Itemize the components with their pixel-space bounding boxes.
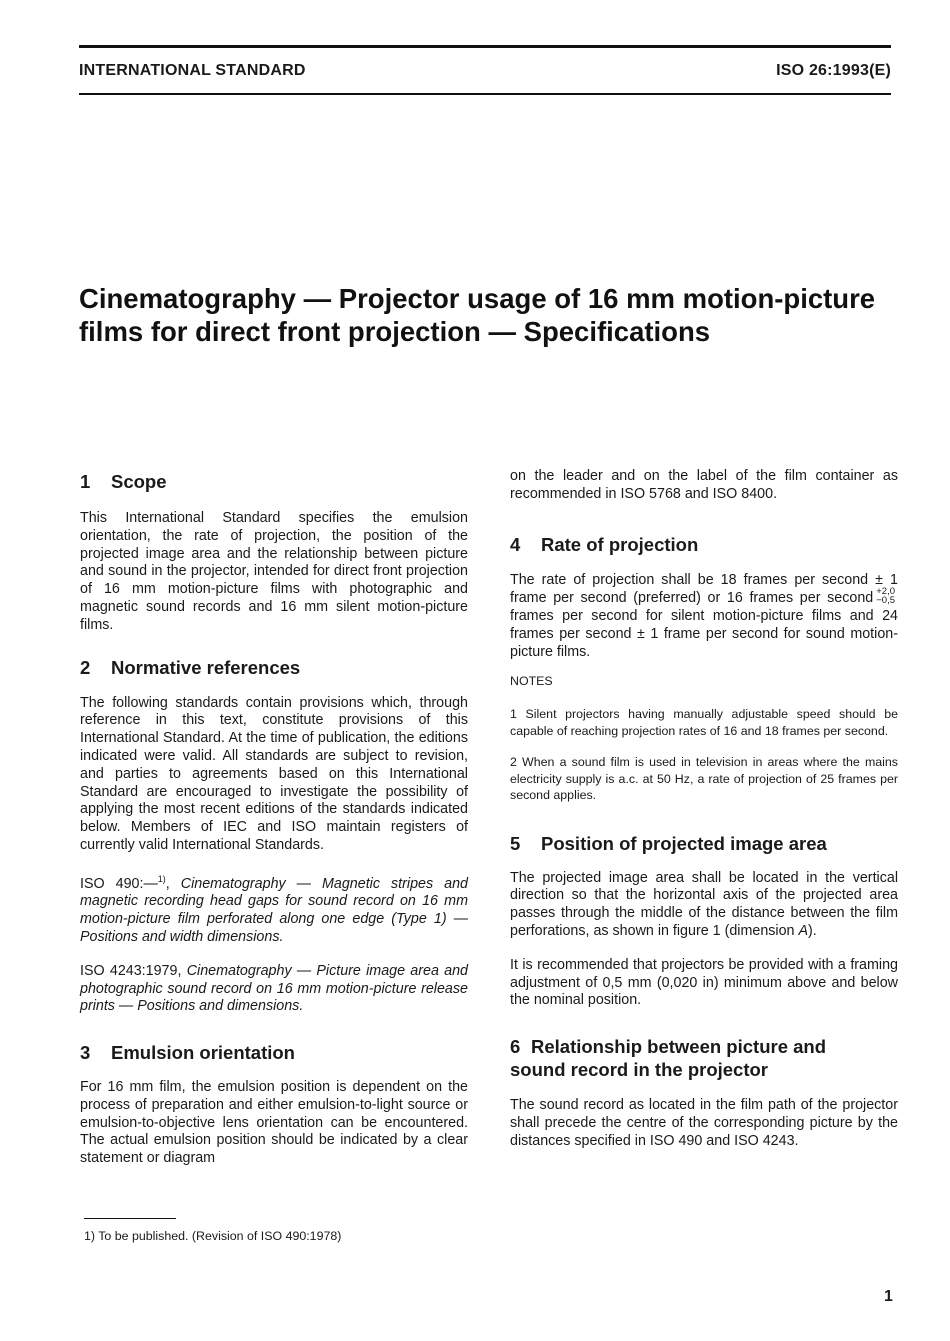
section-title-line-2: sound record in the projector: [510, 1059, 768, 1081]
emulsion-paragraph-continued: on the leader and on the label of the film container as recommended in ISO 5768 and ISO 8400.: [510, 468, 898, 502]
section-number: 4: [510, 533, 521, 555]
left-column: [80, 470, 468, 1168]
section-number: 5: [510, 832, 521, 854]
framing-paragraph: It is recommended that projectors be provided with a framing adjustment of 0,5 mm (0,020 in) minimum above and below the nominal position.: [510, 956, 898, 1009]
tolerance: [876, 587, 895, 605]
note-2: 2 When a sound film is used in television in areas where the mains electricity supply is a.c. at 50 Hz, a rate of projection of 25 frames per second applies.: [510, 755, 898, 803]
footnote-rule: [84, 1218, 176, 1219]
footnote: 1) To be published. (Revision of ISO 490:1978): [84, 1229, 342, 1243]
rate-paragraph: [510, 572, 898, 662]
reference-iso-4243: [80, 963, 468, 1016]
emulsion-paragraph: For 16 mm film, the emulsion position is dependent on the process of preparation and either emulsion-to-light source or emulsion-to-objective lens orientation can be encountered. The actual emulsion position should be indicated by a clear statement or diagram: [80, 1079, 468, 1167]
ref-title: Cinematography — Magnetic stripes and magnetic recording head gaps for sound record on 16 mm motion-picture film perforated along one edge (Type 1) — Positions and width dimensions.: [80, 875, 468, 945]
footnote-marker: 1): [157, 873, 166, 884]
right-column: [510, 468, 898, 1151]
page-number: 1: [884, 1288, 893, 1305]
section-number: 2: [80, 656, 91, 678]
position-text-a: The projected image area shall be located in the vertical direction so that the horizontal axis of the projected area passes through the middle of the distance between the film perforations, as shown in figure 1 (dimension: [510, 869, 898, 940]
section-title: Position of projected image area: [541, 832, 827, 854]
notes-label: NOTES: [510, 674, 553, 689]
section-5-heading: [510, 832, 898, 855]
section-2-heading: [80, 656, 468, 679]
scope-paragraph: This International Standard specifies the emulsion orientation, the rate of projection, the position of the projected image area and the relationship between picture and sound in the projector, intended for direct front projection of 16 mm motion-picture films with photographic and magnetic sound records and 16 mm silent motion-picture films.: [80, 510, 468, 633]
section-1-heading: [80, 470, 468, 493]
header-bottom-rule: [79, 93, 891, 95]
position-paragraph: [510, 870, 898, 941]
section-title: Normative references: [111, 656, 301, 678]
rate-text-b: frames per second for silent motion-picture films and 24 frames per second ± 1 frame per second for sound motion-picture films.: [510, 607, 898, 660]
header-right: ISO 26:1993(E): [776, 62, 891, 79]
section-number: 3: [80, 1042, 91, 1064]
position-text-b: ).: [808, 923, 817, 940]
section-title: Emulsion orientation: [111, 1042, 295, 1064]
ref-code: ISO 490:—: [80, 875, 158, 892]
tolerance-lower: −0,5: [876, 595, 895, 607]
section-number: 6: [510, 1036, 521, 1058]
reference-iso-490: ISO 490:—$^{1)}$, Cinematography — Magnetic stripes and magnetic recording head gaps for sound record on 16 mm motion-picture film perforated along one edge (Type 1) — Positions and width dimensions.: [80, 873, 468, 945]
header-top-rule: [79, 45, 891, 48]
relationship-paragraph: The sound record as located in the film path of the projector shall precede the centre of the corresponding picture by the distances specified in ISO 490 and ISO 4243.: [510, 1097, 898, 1149]
tolerance-upper: +2,0: [876, 586, 895, 598]
ref-code: ISO 4243:1979,: [80, 962, 182, 979]
document-title: Cinematography — Projector usage of 16 mm motion-picture films for direct front projection — Specifications: [79, 283, 876, 347]
ref-title: Cinematography — Picture image area and photographic sound record on 16 mm motion-picture release prints — Positions and dimensions.: [80, 962, 469, 1015]
section-title-line-1: Relationship between picture and: [531, 1036, 827, 1058]
section-number: 1: [80, 471, 91, 492]
section-3-heading: [80, 1041, 468, 1064]
rate-text-a: The rate of projection shall be 18 frames per second ± 1 frame per second (preferred) or 16 frames per second: [510, 571, 898, 607]
note-1: 1 Silent projectors having manually adjustable speed should be capable of reaching projection rates of 16 and 18 frames per second.: [510, 707, 898, 738]
section-4-heading: [510, 533, 898, 556]
normative-intro-paragraph: The following standards contain provisions which, through reference in this text, constitute provisions of this International Standard. At the time of publication, the editions indicated were valid. All standards are subject to revision, and parties to agreements based on this International Standard are encouraged to investigate the possibility of applying the most recent editions of the standards indicated below. Members of IEC and ISO maintain registers of currently valid International Standards.: [80, 694, 468, 853]
section-6-heading: [510, 1035, 898, 1081]
section-title: Scope: [111, 471, 167, 492]
section-title: Rate of projection: [541, 533, 699, 555]
dimension-label: A: [798, 923, 809, 940]
header-left: INTERNATIONAL STANDARD: [79, 62, 306, 79]
